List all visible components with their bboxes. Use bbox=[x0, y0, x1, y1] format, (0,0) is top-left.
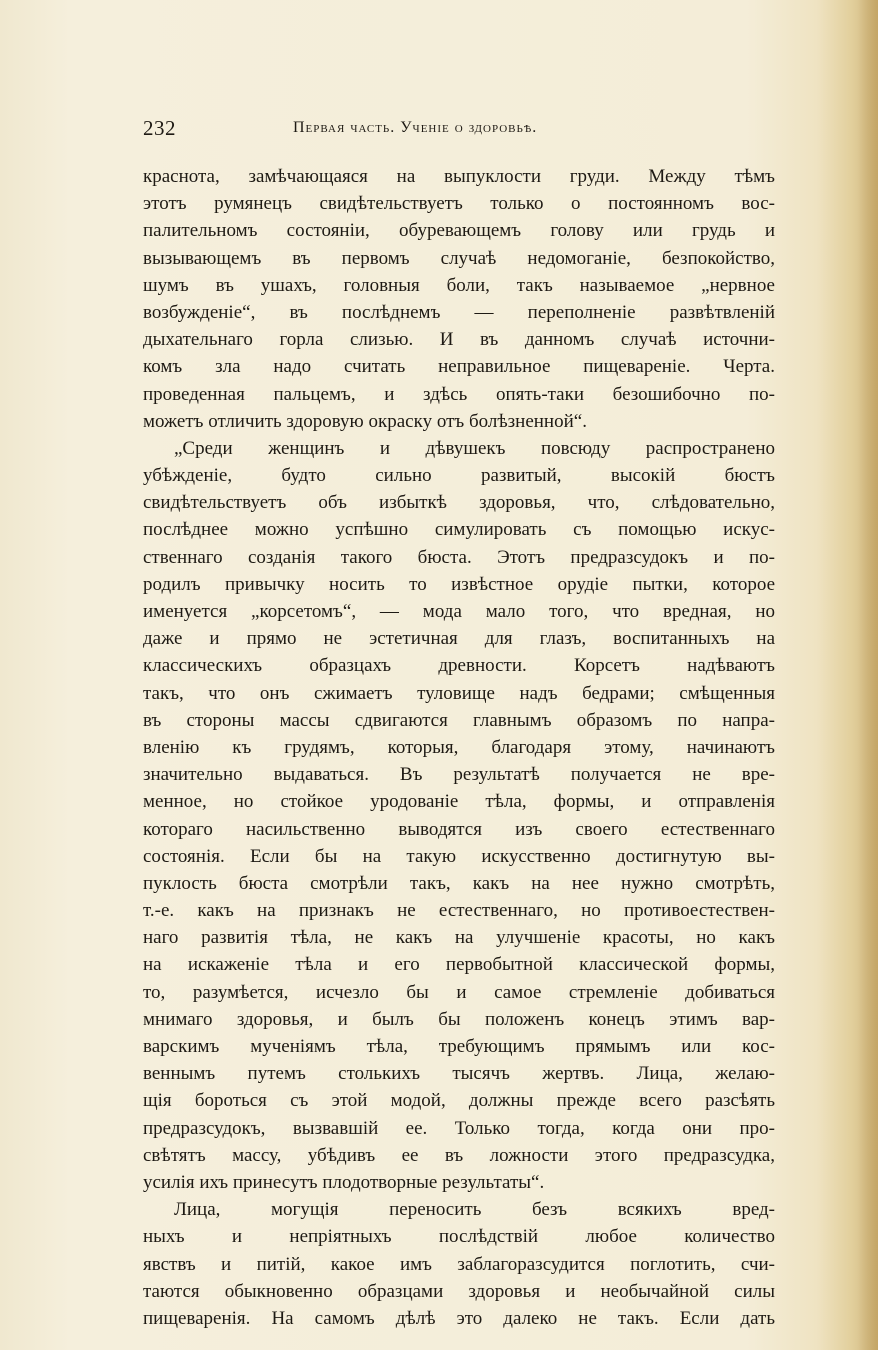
text-line: ныхъ и непріятныхъ послѣдствій любое количество bbox=[143, 1226, 775, 1248]
text-line: пуклость бюста смотрѣли такъ, какъ на нее нужно смотрѣть, bbox=[143, 872, 775, 894]
text-line: мнимаго здоровья, и былъ бы положенъ конецъ этимъ вар- bbox=[143, 1008, 775, 1030]
text-line: наго развитія тѣла, не какъ на улучшеніе красоты, но какъ bbox=[143, 927, 775, 949]
text-line: убѣжденіе, будто сильно развитый, высокій бюстъ bbox=[143, 465, 775, 487]
text-line: именуется „корсетомъ“, — мода мало того, что вредная, но bbox=[143, 601, 775, 622]
text-line: въ стороны массы сдвигаются главнымъ образомъ по напра- bbox=[143, 709, 775, 731]
text-line: можетъ отличить здоровую окраску отъ болѣзненной“. bbox=[143, 410, 587, 432]
text-line: комъ зла надо считать неправильное пищевареніе. Черта. bbox=[143, 356, 775, 378]
text-line: веннымъ путемъ столькихъ тысячъ жертвъ. Лица, желаю- bbox=[143, 1063, 775, 1085]
text-line: предразсудокъ, вызвавшій ее. Только тогда, когда они про- bbox=[143, 1117, 775, 1139]
text-line: значительно выдаваться. Въ результатѣ получается не вре- bbox=[143, 764, 775, 786]
text-line: возбужденіе“, въ послѣднемъ — переполненіе развѣтвленій bbox=[143, 301, 775, 323]
text-line: даже и прямо не эстетичная для глазъ, воспитанныхъ на bbox=[143, 628, 775, 650]
text-line: „Среди женщинъ и дѣвушекъ повсюду распространено bbox=[174, 437, 775, 459]
text-line: на искаженіе тѣла и его первобытной классической формы, bbox=[143, 954, 775, 976]
text-line: варскимъ мученіямъ тѣла, требующимъ прямымъ или кос- bbox=[143, 1036, 775, 1057]
text-line: вленію къ грудямъ, которыя, благодаря этому, начинаютъ bbox=[143, 736, 775, 758]
text-line: проведенная пальцемъ, и здѣсь опять-таки безошибочно по- bbox=[143, 383, 775, 405]
page-header bbox=[143, 116, 773, 140]
text-line: вызывающемъ въ первомъ случаѣ недомоганіе, безпокойство, bbox=[143, 247, 775, 269]
page-number: 232 bbox=[143, 116, 176, 140]
text-line: ственнаго созданія такого бюста. Этотъ предразсудокъ и по- bbox=[143, 546, 775, 568]
running-head: Первая часть. Ученіе о здоровьѣ. bbox=[293, 119, 538, 136]
text-line: усилія ихъ принесутъ плодотворные результаты“. bbox=[143, 1171, 545, 1193]
text-line: таются обыкновенно образцами здоровья и необычайной силы bbox=[143, 1280, 775, 1302]
text-line: этотъ румянецъ свидѣтельствуетъ только о постоянномъ вос- bbox=[143, 193, 775, 215]
text-line: состоянія. Если бы на такую искусственно достигнутую вы- bbox=[143, 845, 775, 867]
page-edge-shadow bbox=[858, 0, 878, 1350]
text-line: краснота, замѣчающаяся на выпуклости груди. Между тѣмъ bbox=[143, 166, 775, 187]
text-line: явствъ и питій, какое имъ заблагоразсудится поглотить, счи- bbox=[143, 1253, 775, 1275]
text-line: такъ, что онъ сжимаетъ туловище надъ бедрами; смѣщенныя bbox=[143, 682, 775, 704]
text-line: то, разумѣется, исчезло бы и самое стремленіе добиваться bbox=[143, 981, 775, 1003]
text-line: пищеваренія. На самомъ дѣлѣ это далеко не такъ. Если дать bbox=[143, 1307, 775, 1329]
text-line: родилъ привычку носить то извѣстное орудіе пытки, которое bbox=[143, 573, 775, 595]
text-line: свѣтятъ массу, убѣдивъ ее въ ложности этого предразсудка, bbox=[143, 1144, 775, 1166]
text-line: классическихъ образцахъ древности. Корсетъ надѣваютъ bbox=[143, 655, 775, 677]
body-text bbox=[143, 163, 775, 1332]
text-line: послѣднее можно успѣшно симулировать съ помощью искус- bbox=[143, 519, 775, 541]
text-line: котораго насильственно выводятся изъ своего естественнаго bbox=[143, 818, 775, 840]
text-line: Лица, могущія переносить безъ всякихъ вред- bbox=[174, 1199, 775, 1221]
text-line: дыхательнаго горла слизью. И въ данномъ случаѣ источни- bbox=[143, 329, 775, 351]
text-line: щія бороться съ этой модой, должны прежде всего разсѣять bbox=[143, 1090, 775, 1112]
text-line: свидѣтельствуетъ объ избыткѣ здоровья, что, слѣдовательно, bbox=[143, 492, 775, 514]
text-line: шумъ въ ушахъ, головныя боли, такъ называемое „нервное bbox=[143, 274, 775, 296]
text-line: т.-е. какъ на признакъ не естественнаго, но противоестествен- bbox=[143, 900, 775, 922]
text-line: палительномъ состояніи, обуревающемъ голову или грудь и bbox=[143, 220, 775, 242]
text-line: менное, но стойкое уродованіе тѣла, формы, и отправленія bbox=[143, 791, 775, 813]
